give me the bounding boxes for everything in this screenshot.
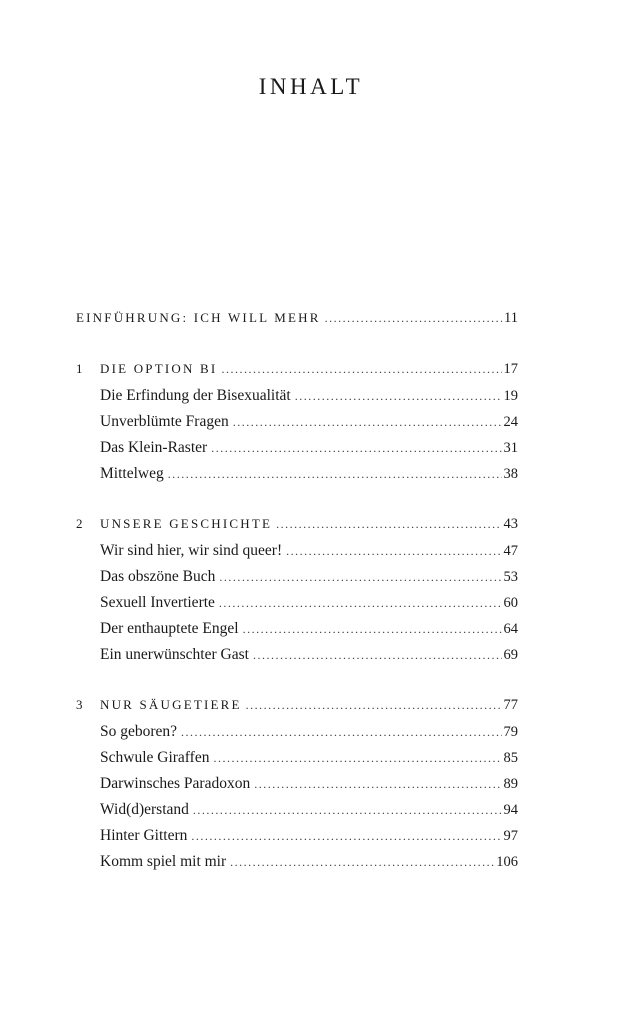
section-label: Sexuell Invertierte — [100, 594, 215, 611]
toc-chapter-2[interactable] — [76, 516, 518, 538]
dot-leader — [213, 751, 501, 766]
dot-leader — [219, 596, 502, 611]
toc-section[interactable] — [100, 827, 518, 849]
toc-section[interactable] — [100, 465, 518, 487]
chapter-page: 17 — [503, 361, 518, 377]
toc-section[interactable] — [100, 413, 518, 435]
section-page: 94 — [503, 802, 518, 818]
section-label: Darwinsches Paradoxon — [100, 775, 251, 792]
chapter-number: 3 — [76, 697, 83, 712]
chapter-title: DIE OPTION BI — [100, 361, 218, 376]
section-page: 47 — [503, 543, 518, 559]
page-title: INHALT — [258, 74, 364, 99]
dot-leader — [191, 829, 501, 844]
dot-leader — [325, 311, 502, 326]
dot-leader — [243, 622, 502, 637]
toc-section[interactable] — [100, 620, 518, 642]
toc-section[interactable] — [100, 568, 518, 590]
dot-leader — [254, 777, 501, 792]
section-label: Das obszöne Buch — [100, 568, 216, 585]
intro-label: EINFÜHRUNG: ICH WILL MEHR — [76, 310, 321, 325]
toc-section[interactable] — [100, 853, 518, 875]
toc-intro[interactable] — [76, 310, 518, 332]
section-label: Schwule Giraffen — [100, 749, 210, 766]
dot-leader — [253, 648, 502, 663]
chapter-number: 1 — [76, 361, 83, 376]
toc-chapter-3[interactable] — [76, 697, 518, 719]
dot-leader — [286, 544, 501, 559]
toc-section[interactable] — [100, 542, 518, 564]
section-page: 19 — [503, 388, 518, 404]
dot-leader — [168, 467, 502, 482]
dot-leader — [221, 362, 501, 377]
section-label: Mittelweg — [100, 465, 164, 482]
dot-leader — [230, 855, 494, 870]
chapter-title: NUR SÄUGETIERE — [100, 697, 242, 712]
chapter-title: UNSERE GESCHICHTE — [100, 516, 273, 531]
chapter-number: 2 — [76, 516, 83, 531]
section-label: Wid(d)erstand — [100, 801, 189, 818]
toc-chapter-1[interactable] — [76, 361, 518, 383]
toc-section[interactable] — [100, 801, 518, 823]
toc-section[interactable] — [100, 646, 518, 668]
dot-leader — [233, 415, 502, 430]
dot-leader — [181, 725, 501, 740]
section-page: 89 — [503, 776, 518, 792]
section-page: 79 — [503, 724, 518, 740]
section-page: 31 — [503, 440, 518, 456]
section-page: 24 — [503, 414, 518, 430]
chapter-page: 77 — [503, 697, 518, 713]
section-label: Wir sind hier, wir sind queer! — [100, 542, 283, 559]
section-label: Der enthauptete Engel — [100, 620, 239, 637]
section-label: Unverblümte Fragen — [100, 413, 229, 430]
dot-leader — [295, 389, 502, 404]
dot-leader — [193, 803, 502, 818]
toc-section[interactable] — [100, 594, 518, 616]
dot-leader — [276, 517, 501, 532]
intro-page: 11 — [504, 310, 518, 326]
section-page: 53 — [503, 569, 518, 585]
section-label: Hinter Gittern — [100, 827, 188, 844]
dot-leader — [219, 570, 501, 585]
section-label: Das Klein-Raster — [100, 439, 208, 456]
section-label: Ein unerwünschter Gast — [100, 646, 249, 663]
dot-leader — [211, 441, 501, 456]
section-label: Die Erfindung der Bisexualität — [100, 387, 291, 404]
section-label: Komm spiel mit mir — [100, 853, 227, 870]
section-page: 85 — [503, 750, 518, 766]
toc-section[interactable] — [100, 723, 518, 745]
section-page: 97 — [503, 828, 518, 844]
toc-section[interactable] — [100, 387, 518, 409]
section-page: 64 — [503, 621, 518, 637]
section-label: So geboren? — [100, 723, 178, 740]
toc-section[interactable] — [100, 775, 518, 797]
toc-section[interactable] — [100, 439, 518, 461]
dot-leader — [246, 698, 502, 713]
section-page: 106 — [496, 854, 518, 870]
chapter-page: 43 — [503, 516, 518, 532]
section-page: 38 — [503, 466, 518, 482]
section-page: 69 — [503, 647, 518, 663]
section-page: 60 — [503, 595, 518, 611]
toc-section[interactable] — [100, 749, 518, 771]
